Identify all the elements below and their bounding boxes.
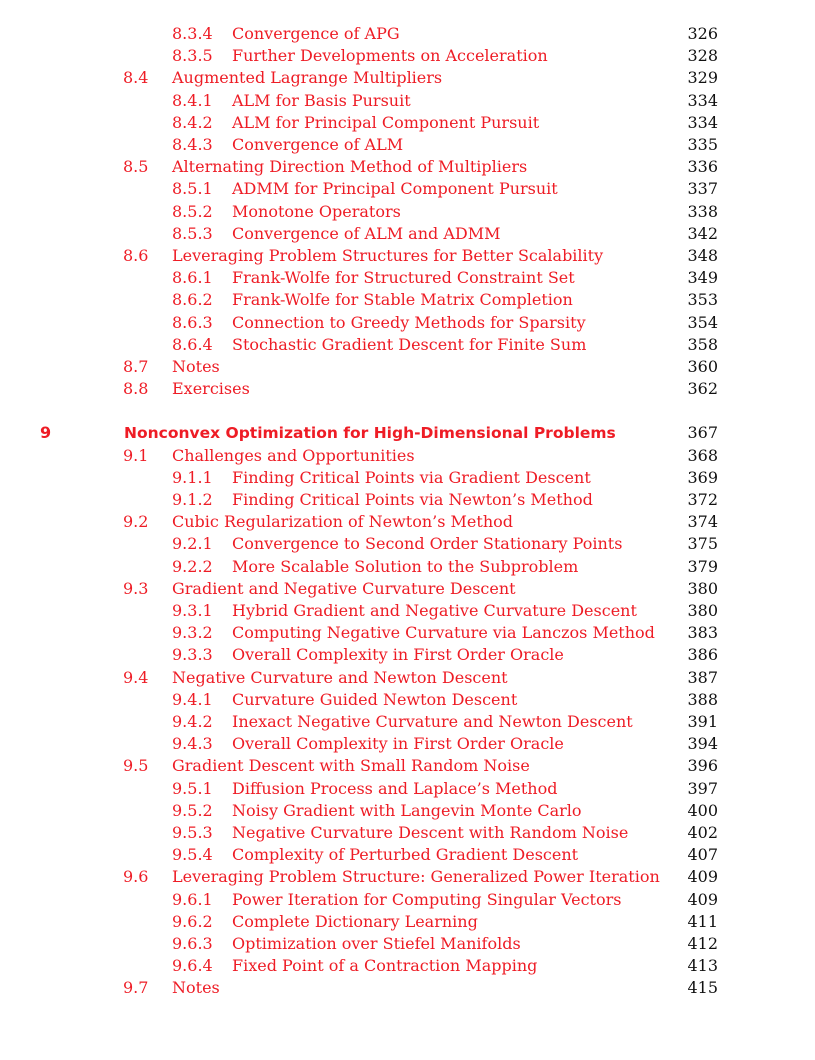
toc-subsection-entry[interactable] [0,911,815,933]
toc-entry-number: 8.4.3 [172,135,213,154]
toc-entry-page: 397 [687,778,718,798]
toc-entry-number: 9.5 [123,756,149,776]
toc-entry-title[interactable]: Notes [172,978,220,998]
toc-entry-title[interactable]: Inexact Negative Curvature and Newton Descent [232,712,633,731]
toc-entry-number: 9.4 [123,667,149,687]
toc-entry-page: 391 [687,712,718,731]
toc-entry-title[interactable]: Monotone Operators [232,201,401,221]
toc-entry-title[interactable]: Curvature Guided Newton Descent [232,689,518,709]
toc-entry-number: 9.5.1 [172,778,213,798]
toc-entry-title[interactable]: More Scalable Solution to the Subproblem [232,556,579,576]
toc-section-entry[interactable] [0,578,815,600]
toc-entry-page: 413 [687,956,718,976]
toc-entry-page: 368 [687,445,718,465]
toc-entry-number: 8.4.2 [172,112,213,132]
toc-entry-number: 8.5.2 [172,201,213,221]
toc-subsection-entry[interactable] [0,644,815,666]
toc-entry-page: 342 [687,223,718,243]
toc-entry-page: 396 [687,756,718,776]
toc-entry-page: 360 [687,357,718,376]
toc-entry-title[interactable]: Connection to Greedy Methods for Sparsity [232,312,586,332]
toc-entry-page: 386 [687,645,718,665]
toc-entry-page: 407 [687,845,718,865]
toc-entry-title[interactable]: Power Iteration for Computing Singular Vectors [232,889,622,909]
toc-entry-title[interactable]: Computing Negative Curvature via Lanczos Method [232,623,655,643]
toc-entry-page: 379 [687,556,718,576]
toc-entry-title[interactable]: Leveraging Problem Structures for Better Scalability [172,246,604,265]
toc-entry-number: 8.6.4 [172,334,213,354]
toc-entry-number: 9.1 [123,445,149,465]
toc-entry-number: 9.2 [123,512,149,532]
toc-entry-page: 380 [687,601,718,620]
toc-entry-number: 8.7 [123,357,149,376]
toc-entry-page: 335 [687,135,718,154]
toc-subsection-entry[interactable] [0,844,815,866]
toc-entry-page: 334 [687,112,718,132]
toc-entry-number: 8.6.3 [172,312,213,332]
toc-entry-number: 9.4.2 [172,712,213,731]
toc-entry-title[interactable]: Gradient Descent with Small Random Noise [172,756,530,776]
toc-entry-page: 374 [687,512,718,532]
toc-subsection-entry[interactable] [0,23,815,45]
toc-entry-number: 9.5.2 [172,800,213,820]
toc-entry-title[interactable]: Challenges and Opportunities [172,445,415,465]
toc-entry-number: 9.1.1 [172,467,213,487]
toc-section-entry[interactable] [0,755,815,777]
toc-chapter-entry[interactable] [0,422,815,444]
toc-entry-title[interactable]: ADMM for Principal Component Pursuit [232,179,558,199]
toc-entry-title[interactable]: Negative Curvature Descent with Random Noise [232,823,629,842]
toc-entry-title[interactable]: Negative Curvature and Newton Descent [172,667,508,687]
toc-entry-number: 8.5 [123,157,149,177]
toc-subsection-entry[interactable] [0,201,815,223]
toc-section-entry[interactable] [0,356,815,378]
toc-entry-title[interactable]: Noisy Gradient with Langevin Monte Carlo [232,800,582,820]
toc-entry-page: 375 [687,534,718,554]
toc-entry-page: 338 [687,201,718,221]
toc-entry-title[interactable]: Leveraging Problem Structure: Generalized Power Iteration [172,867,660,887]
toc-entry-number: 9.5.3 [172,823,213,842]
toc-entry-number: 9.4.1 [172,689,213,709]
toc-subsection-entry[interactable] [0,312,815,334]
toc-entry-number: 8.8 [123,379,149,399]
toc-subsection-entry[interactable] [0,800,815,822]
toc-subsection-entry[interactable] [0,622,815,644]
toc-entry-number: 9.5.4 [172,845,213,865]
toc-section-entry[interactable] [0,67,815,89]
toc-entry-number: 9.3.3 [172,645,213,665]
toc-entry-page: 388 [687,689,718,709]
toc-subsection-entry[interactable] [0,733,815,755]
toc-subsection-entry[interactable] [0,556,815,578]
toc-subsection-entry[interactable] [0,600,815,622]
toc-subsection-entry[interactable] [0,112,815,134]
toc-entry-page: 334 [687,90,718,110]
toc-subsection-entry[interactable] [0,533,815,555]
toc-entry-number: 9.6 [123,867,149,887]
toc-entry-number: 9.6.3 [172,934,213,953]
toc-entry-page: 383 [687,623,718,643]
toc-entry-title[interactable]: Diffusion Process and Laplace’s Method [232,778,558,798]
toc-entry-number: 9.2.2 [172,556,213,576]
toc-entry-page: 353 [687,290,718,310]
toc-entry-page: 412 [687,934,718,953]
toc-entry-number: 9.2.1 [172,534,213,554]
toc-entry-title[interactable]: Frank-Wolfe for Stable Matrix Completion [232,290,573,310]
toc-entry-title[interactable]: Stochastic Gradient Descent for Finite Sum [232,334,587,354]
toc-entry-number: 9.6.4 [172,956,213,976]
toc-entry-page: 358 [687,334,718,354]
toc-section-entry[interactable] [0,245,815,267]
toc-subsection-entry[interactable] [0,933,815,955]
toc-entry-title[interactable]: Gradient and Negative Curvature Descent [172,578,516,598]
toc-entry-page: 409 [687,867,718,887]
toc-entry-title[interactable]: Convergence of APG [232,24,400,43]
toc-entry-number: 8.6.2 [172,290,213,310]
toc-entry-title[interactable]: Notes [172,357,220,376]
toc-entry-number: 8.6.1 [172,268,213,288]
toc-subsection-entry[interactable] [0,467,815,489]
toc-subsection-entry[interactable] [0,955,815,977]
toc-entry-page: 402 [687,823,718,842]
toc-subsection-entry[interactable] [0,223,815,245]
toc-entry-title[interactable]: Nonconvex Optimization for High-Dimensional Problems [124,424,616,443]
toc-entry-number: 9.6.1 [172,889,213,909]
toc-entry-page: 400 [687,800,718,820]
toc-entry-number: 9.7 [123,978,149,998]
toc-entry-page: 328 [687,46,718,66]
toc-section-entry[interactable] [0,156,815,178]
toc-entry-page: 372 [687,490,718,509]
toc-entry-title[interactable]: Frank-Wolfe for Structured Constraint Set [232,268,575,288]
toc-entry-number: 9.3.2 [172,623,213,643]
toc-section-entry[interactable] [0,866,815,888]
toc-entry-page: 380 [687,578,718,598]
toc-section-entry[interactable] [0,667,815,689]
toc-subsection-entry[interactable] [0,45,815,67]
toc-entry-page: 415 [687,978,718,998]
toc-subsection-entry[interactable] [0,778,815,800]
toc-section-entry[interactable] [0,511,815,533]
toc-section-entry[interactable] [0,445,815,467]
toc-entry-number: 9.4.3 [172,734,213,754]
toc-subsection-entry[interactable] [0,134,815,156]
toc-subsection-entry[interactable] [0,822,815,844]
toc-entry-title[interactable]: Overall Complexity in First Order Oracle [232,734,564,754]
toc-entry-number: 9.6.2 [172,911,213,931]
toc-entry-title[interactable]: Finding Critical Points via Newton’s Method [232,490,593,509]
toc-entry-title[interactable]: Alternating Direction Method of Multipliers [172,157,528,177]
toc-entry-number: 9.1.2 [172,490,213,509]
toc-entry-title[interactable]: Finding Critical Points via Gradient Descent [232,467,591,487]
toc-entry-title[interactable]: Convergence of ALM [232,135,404,154]
toc-entry-title[interactable]: Further Developments on Acceleration [232,46,548,66]
toc-entry-page: 369 [687,467,718,487]
toc-entry-page: 354 [687,312,718,332]
toc-entry-title[interactable]: Overall Complexity in First Order Oracle [232,645,564,665]
toc-entry-number: 8.4 [123,68,149,88]
toc-subsection-entry[interactable] [0,489,815,511]
toc-subsection-entry[interactable] [0,889,815,911]
toc-entry-number: 8.6 [123,246,149,265]
toc-entry-page: 409 [687,889,718,909]
toc-section-entry[interactable] [0,977,815,999]
toc-entry-number: 8.3.4 [172,24,213,43]
toc-section-entry[interactable] [0,378,815,400]
toc-subsection-entry[interactable] [0,267,815,289]
toc-entry-title[interactable]: Cubic Regularization of Newton’s Method [172,512,513,532]
toc-entry-number: 9.3.1 [172,601,213,620]
toc-entry-page: 362 [687,379,718,399]
toc-entry-page: 329 [687,68,718,88]
toc-entry-page: 387 [687,667,718,687]
toc-entry-number: 8.5.3 [172,223,213,243]
toc-entry-title[interactable]: Fixed Point of a Contraction Mapping [232,956,538,976]
toc-entry-number: 9.3 [123,578,149,598]
toc-entry-number: 9 [40,423,52,443]
toc-entry-number: 8.3.5 [172,46,213,66]
toc-entry-number: 8.5.1 [172,179,213,199]
toc-subsection-entry[interactable] [0,689,815,711]
toc-subsection-entry[interactable] [0,334,815,356]
toc-entry-page: 367 [687,423,718,443]
toc-entry-title[interactable]: Augmented Lagrange Multipliers [172,68,443,88]
toc-entry-number: 8.4.1 [172,90,213,110]
toc-entry-page: 336 [687,157,718,177]
toc-entry-title[interactable]: ALM for Basis Pursuit [232,90,411,110]
toc-entry-title[interactable]: Complexity of Perturbed Gradient Descent [232,845,579,865]
toc-subsection-entry[interactable] [0,289,815,311]
toc-entry-page: 326 [687,24,718,43]
toc-entry-title[interactable]: Hybrid Gradient and Negative Curvature Descent [232,601,637,620]
toc-entry-title[interactable]: Convergence of ALM and ADMM [232,223,501,243]
toc-entry-page: 349 [687,268,718,288]
toc-subsection-entry[interactable] [0,90,815,112]
toc-entry-page: 394 [687,734,718,754]
toc-subsection-entry[interactable] [0,178,815,200]
toc-entry-title[interactable]: Optimization over Stiefel Manifolds [232,934,521,953]
toc-entry-title[interactable]: ALM for Principal Component Pursuit [232,112,540,132]
toc-entry-page: 348 [687,246,718,265]
toc-entry-page: 411 [687,911,718,931]
toc-entry-title[interactable]: Convergence to Second Order Stationary Points [232,534,623,554]
toc-entry-page: 337 [687,179,718,199]
toc-subsection-entry[interactable] [0,711,815,733]
toc-entry-title[interactable]: Complete Dictionary Learning [232,911,478,931]
toc-entry-title[interactable]: Exercises [172,379,250,399]
